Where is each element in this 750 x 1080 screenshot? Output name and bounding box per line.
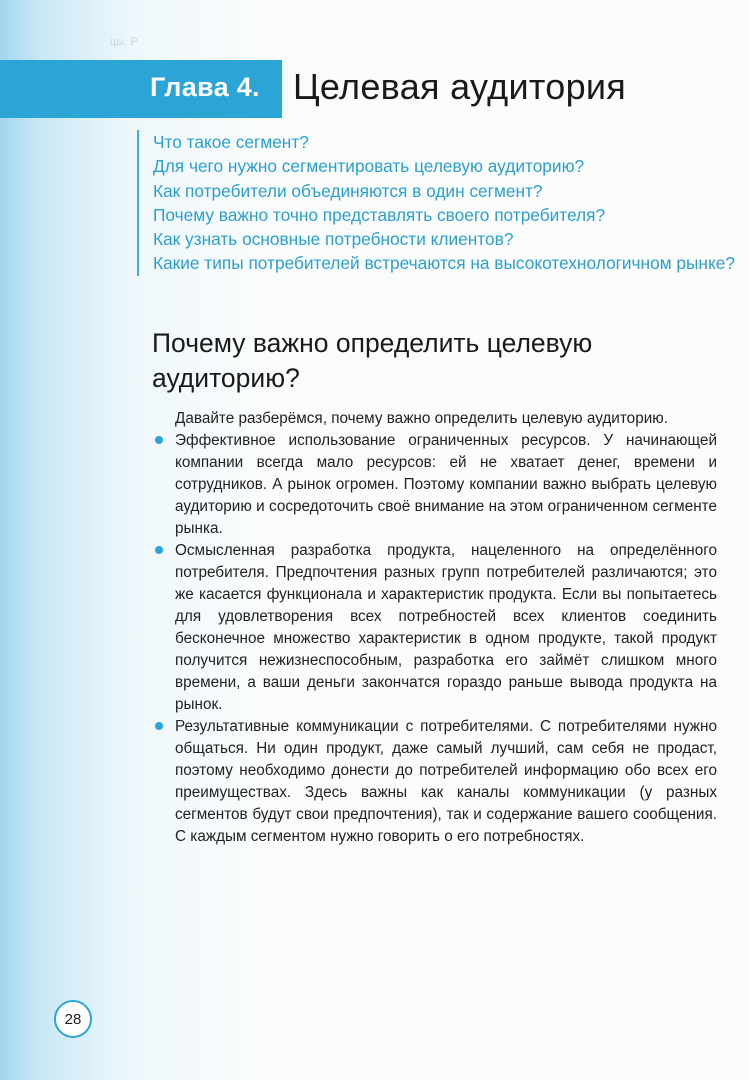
bullet-item [175, 716, 717, 848]
chapter-label: Глава 4. [150, 72, 260, 102]
page-number [54, 1000, 92, 1038]
question-item: Что такое сегмент? [153, 132, 309, 152]
bullet-dot-icon [155, 546, 163, 554]
question-item: Почему важно точно представлять своего потребителя? [153, 204, 606, 225]
chapter-title: Целевая аудитория [293, 66, 627, 107]
section-title: Почему важно определить целевую аудиторию? [152, 328, 593, 393]
chapter-header [0, 60, 750, 118]
bullet-dot-icon [155, 722, 163, 730]
bullet-text: Эффективное использование ограниченных ресурсов. У начинающей компании всегда мало ресурсов: ей не хватает денег, времени и сотрудников. А рынок огромен. Поэтому компании важно выбрать целевую аудиторию и сосредоточить своё внимание на этом ограниченном сегменте рынка. [175, 432, 717, 537]
bullet-text: Осмысленная разработка продукта, нацеленного на определённого потребителя. Предпочтения разных групп потребителей различаются; это же касается функционала и характеристик продукта. Если вы попытаетесь для удовлетворения всех потребностей всех клиентов соединить бесконечное множество характеристик в одном продукте, такой продукт получится нежизнеспособным, разработка его займёт слишком много времени, а ваши деньги закончатся гораздо раньше вывода продукта на рынок. [175, 542, 717, 713]
page-number-text: 28 [64, 1010, 82, 1028]
question-item: Как потребители объединяются в один сегмент? [153, 180, 543, 201]
bullet-list [175, 430, 717, 848]
section-body [175, 408, 717, 848]
bullet-dot-icon [155, 436, 163, 444]
question-item: Как узнать основные потребности клиентов? [153, 229, 514, 250]
intro-paragraph: Давайте разберёмся, почему важно определить целевую аудиторию. [175, 410, 668, 427]
question-item: Для чего нужно сегментировать целевую аудиторию? [153, 156, 585, 177]
bullet-item [175, 540, 717, 716]
bullet-text: Результативные коммуникации с потребителями. С потребителями нужно общаться. Ни один продукт, даже самый лучший, сам себя не продаст, поэтому необходимо донести до потребителей информацию обо всех его преимуществах. Здесь важны как каналы коммуникации (у разных сегментов будут свои предпочтения), так и содержание вашего сообщения. С каждым сегментом нужно говорить о его потребностях. [175, 718, 717, 845]
question-item: Какие типы потребителей встречаются на высокотехнологичном рынке? [153, 253, 735, 274]
chapter-questions [137, 130, 743, 276]
faint-header-text: цы. Р [110, 36, 138, 48]
bullet-item [175, 430, 717, 540]
